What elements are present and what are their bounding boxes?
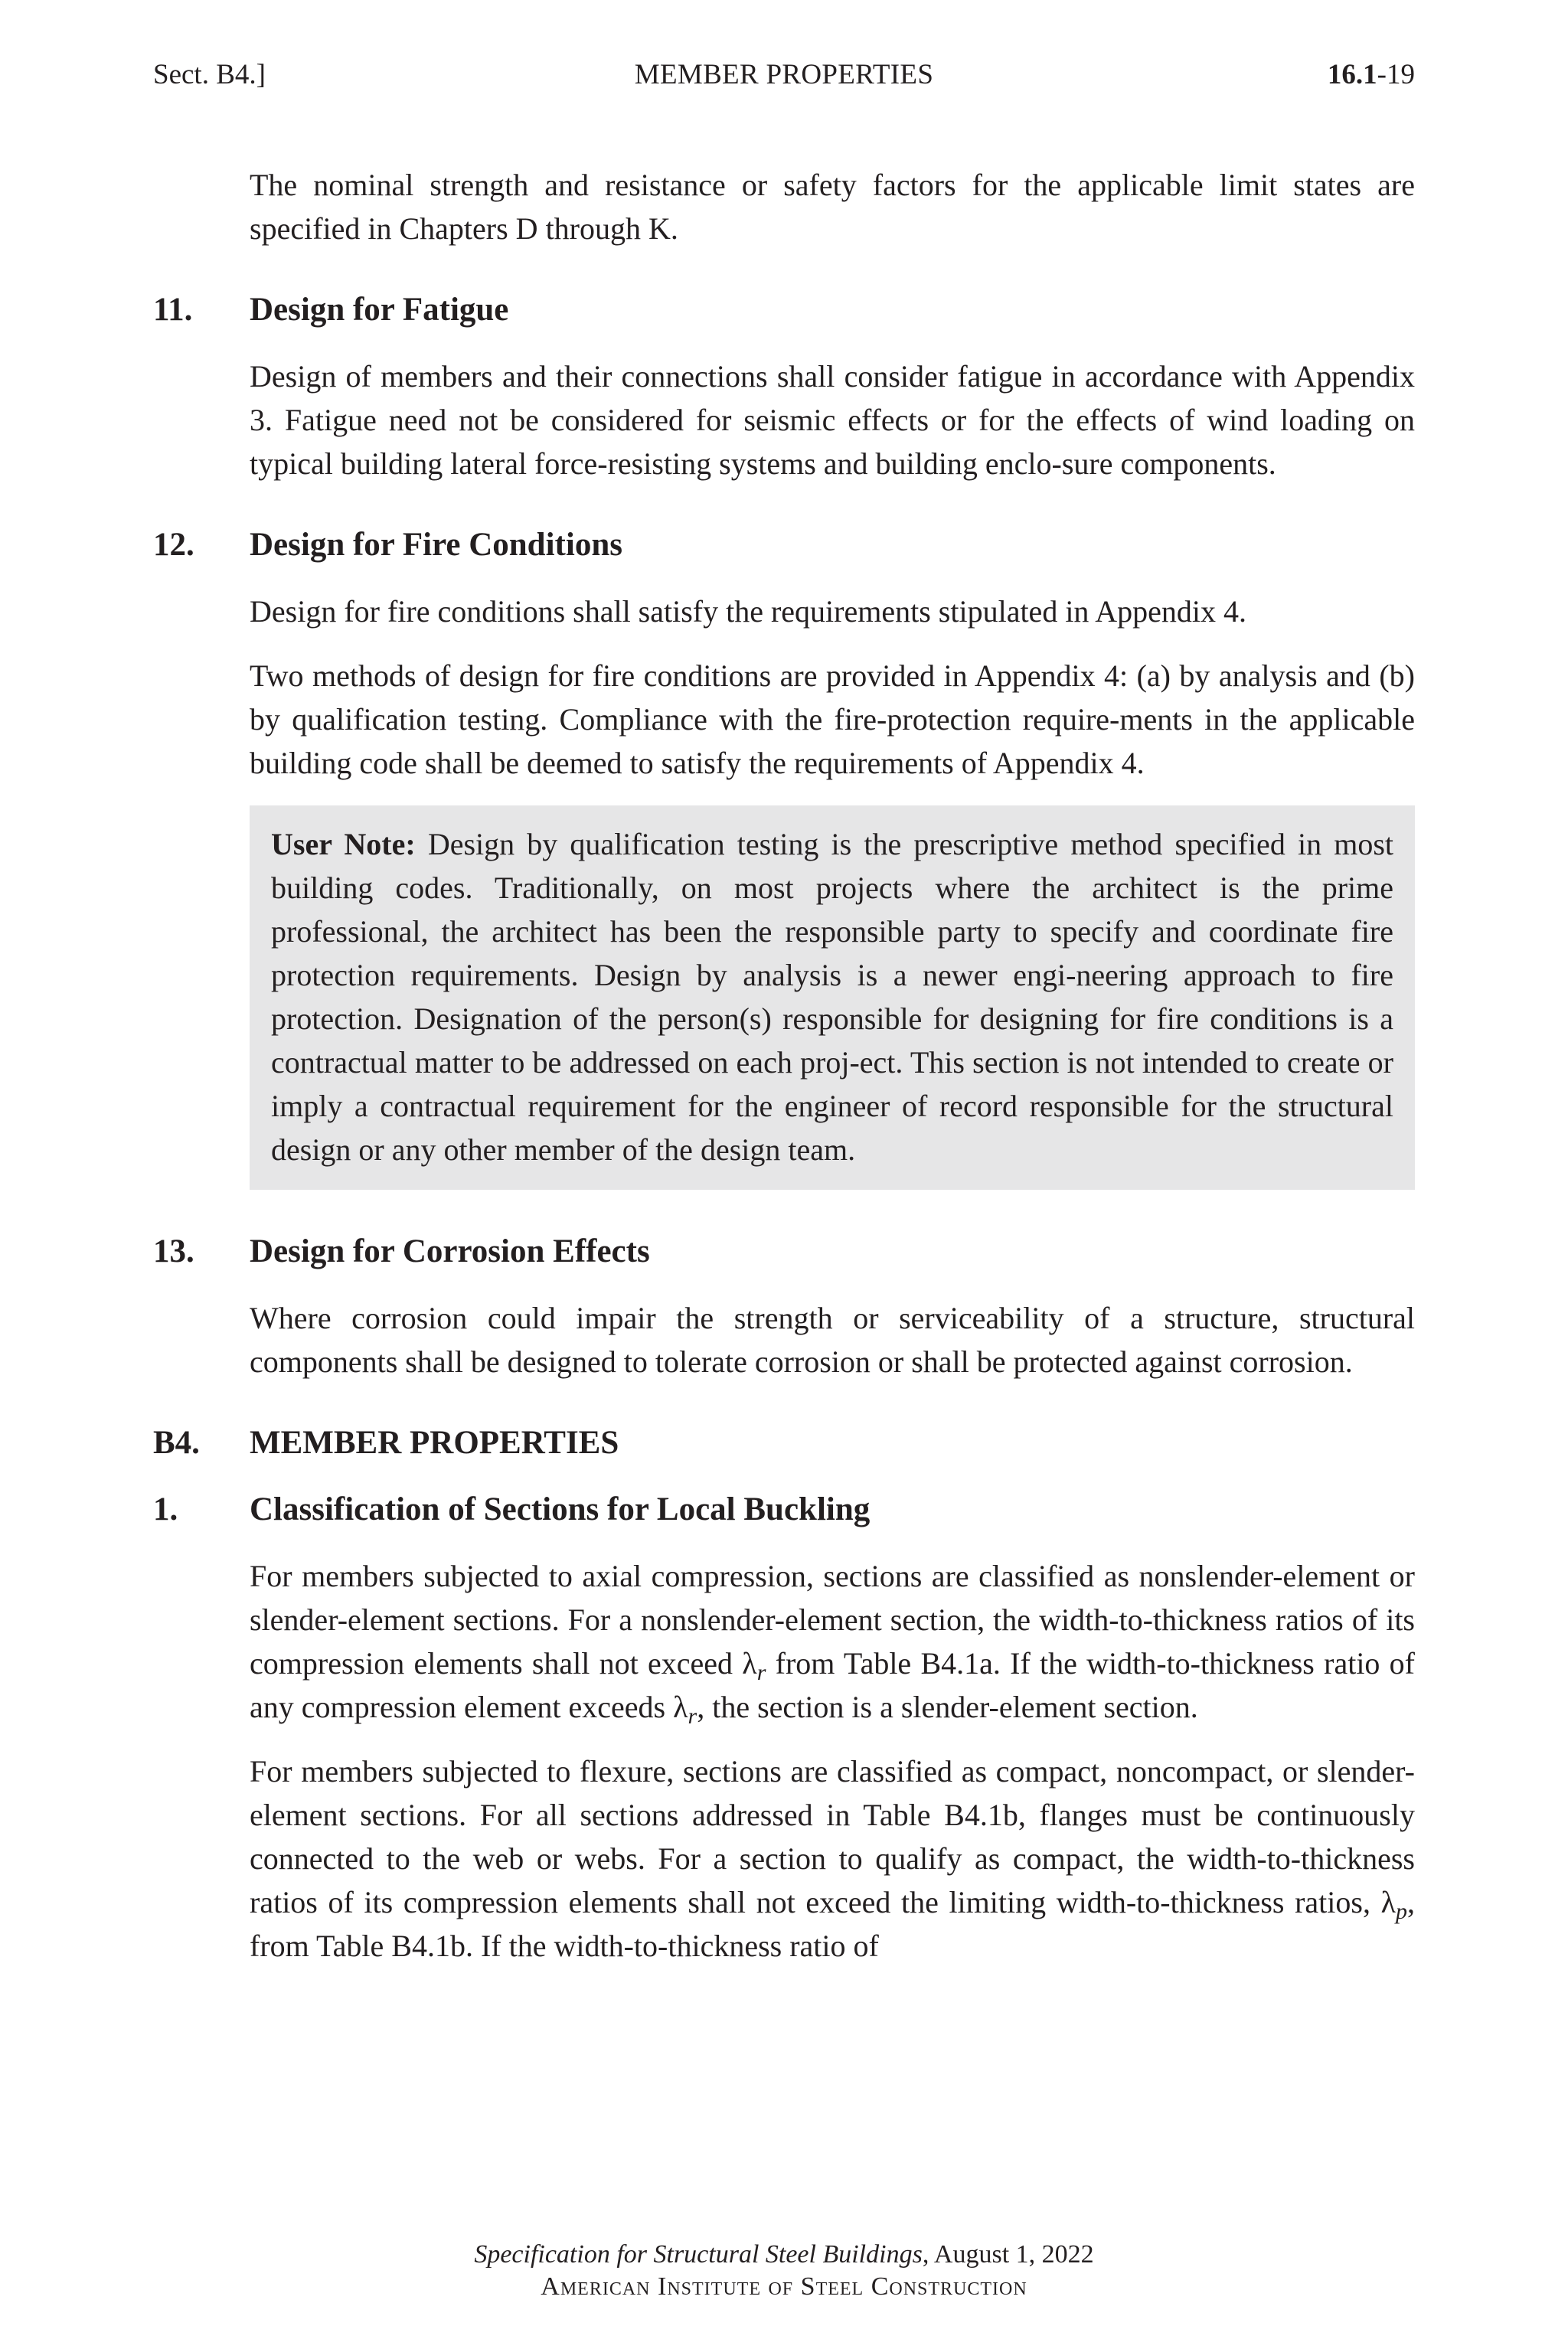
section-11-title: Design for Fatigue xyxy=(250,292,509,328)
subscript-r: r xyxy=(756,1660,766,1685)
section-1-p1-text-b: from Table B4.1a. If the width-to-thickness ratio of any compression element exceeds xyxy=(250,1646,1415,1724)
lambda-r-symbol xyxy=(742,1646,766,1685)
section-1-p2-text-a: For members subjected to flexure, sections are classified as compact, noncompact, or slender-element sections. For all sections addressed in Table B4.1b, flanges must be continuously connected to the web or webs. For a section to qualify as compact, the width-to-thickness ratios of its compression elements shall not exceed the limiting width-to-thickness ratios, xyxy=(250,1754,1415,1919)
intro-paragraph: The nominal strength and resistance or safety factors for the applicable limit states are specified in Chapters D through K. xyxy=(250,168,1415,246)
section-12-title: Design for Fire Conditions xyxy=(250,527,622,563)
section-1-p1-text-c: , the section is a slender-element section. xyxy=(697,1690,1198,1724)
section-12-number: 12. xyxy=(153,527,194,563)
user-note-box xyxy=(250,805,1415,1190)
section-13-title: Design for Corrosion Effects xyxy=(250,1233,650,1269)
section-13-number: 13. xyxy=(153,1233,194,1269)
header-section-ref: Sect. B4.] xyxy=(153,59,266,90)
lambda-glyph-2: λ xyxy=(673,1690,688,1724)
section-b4-number: B4. xyxy=(153,1425,200,1461)
user-note-text: Design by qualification testing is the prescriptive method specified in most building codes. Traditionally, on most projects where the architect is the prime professional, the architect has been the responsible party to specify and coordinate fire protection requirements. Design by analysis is a newer engi-neering approach to fire protection. Designation of the person(s) responsible for designing for fire conditions is a contractual matter to be addressed on each proj-ect. This section is not intended to create or imply a contractual requirement for the engineer of record responsible for the structural design or any other member of the design team. xyxy=(271,827,1394,1167)
lambda-glyph: λ xyxy=(742,1646,757,1681)
footer-organization: American Institute of Steel Construction xyxy=(541,2272,1027,2301)
section-b4-title: MEMBER PROPERTIES xyxy=(250,1425,619,1461)
section-1-paragraph-1 xyxy=(250,1554,1415,1729)
page-number-prefix: 16.1 xyxy=(1327,59,1377,90)
section-1-p1-text-a: For members subjected to axial compression, sections are classified as nonslender-element or slender-element sections. For a nonslender-element section, the width-to-thickness ratios of its compression elements shall not exceed xyxy=(250,1559,1415,1681)
subscript-p: p xyxy=(1396,1899,1407,1924)
running-header xyxy=(153,55,1415,95)
section-11-paragraph: Design of members and their connections shall consider fatigue in accordance with Appendix 3. Fatigue need not be considered for seismic effects or for the effects of wind loading on typical building lateral force-resisting systems and building enclo-sure components. xyxy=(250,359,1415,481)
footer-title: Specification for Structural Steel Buildings xyxy=(474,2240,923,2269)
section-11-heading xyxy=(153,288,1415,332)
section-1-p2-text-b: , from Table B4.1b. If the width-to-thickness ratio of xyxy=(250,1885,1415,1963)
page-body xyxy=(153,163,1415,1988)
footer-publication xyxy=(0,2239,1568,2271)
section-b4-heading xyxy=(153,1421,1415,1465)
lambda-glyph-3: λ xyxy=(1380,1885,1396,1919)
section-1-title: Classification of Sections for Local Buckling xyxy=(250,1491,871,1527)
page-footer xyxy=(0,2239,1568,2303)
section-13-paragraph: Where corrosion could impair the strength or serviceability of a structure, structural components shall be designed to tolerate corrosion or shall be protected against corrosion. xyxy=(250,1301,1415,1379)
footer-date: , August 1, 2022 xyxy=(922,2240,1094,2269)
lambda-p-symbol xyxy=(1380,1885,1407,1924)
page-number-suffix: -19 xyxy=(1377,59,1415,90)
section-1-number: 1. xyxy=(153,1491,178,1527)
user-note-label: User Note: xyxy=(271,827,416,861)
subscript-r-2: r xyxy=(688,1704,697,1729)
section-12-heading xyxy=(153,523,1415,567)
header-chapter-title: MEMBER PROPERTIES xyxy=(634,59,934,90)
lambda-r-symbol-2 xyxy=(673,1690,697,1729)
section-13-heading xyxy=(153,1230,1415,1273)
section-1-heading xyxy=(153,1488,1415,1531)
section-11-number: 11. xyxy=(153,292,193,328)
section-1-paragraph-2 xyxy=(250,1749,1415,1968)
section-12-paragraph-1: Design for fire conditions shall satisfy the requirements stipulated in Appendix 4. xyxy=(250,594,1246,629)
section-12-paragraph-2: Two methods of design for fire conditions are provided in Appendix 4: (a) by analysis and (b) by qualification testing. Compliance with the fire-protection require-ments in the applicable building code shall be deemed to satisfy the requirements of Appendix 4. xyxy=(250,658,1415,780)
header-page-number xyxy=(1328,55,1415,95)
